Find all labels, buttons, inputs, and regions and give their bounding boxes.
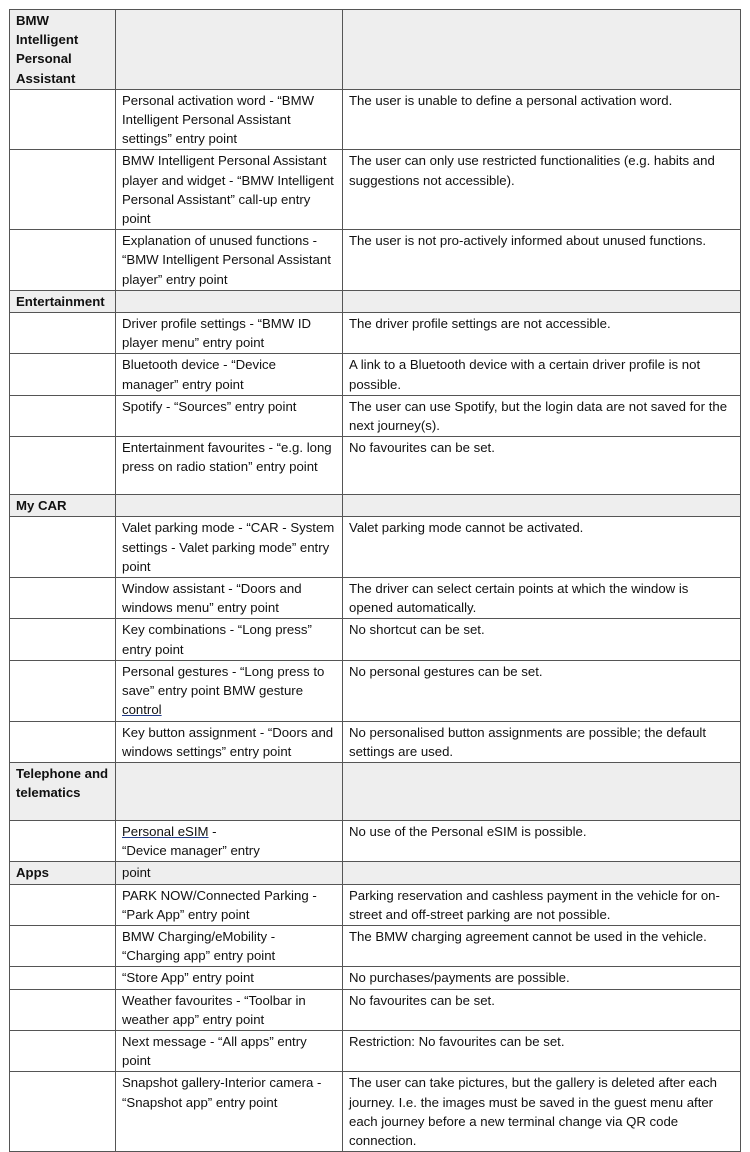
effect-cell: The user can take pictures, but the gallery is deleted after each journey. I.e. the images must be saved in the guest menu after each journey before a new terminal change via QR code connection.	[343, 1072, 741, 1152]
entry-point-cell: BMW Intelligent Personal Assistant player and widget - “BMW Intelligent Personal Assistant” call-up entry point	[116, 150, 343, 230]
restrictions-table	[9, 9, 741, 1152]
effect-cell: No favourites can be set.	[343, 437, 741, 495]
entry-point-cell: Key button assignment - “Doors and windows settings” entry point	[116, 721, 343, 762]
table-row	[10, 150, 741, 230]
entry-point-text: Personal gestures - “Long press to save” entry point BMW gesture	[122, 663, 325, 699]
entry-point-text: “Device manager” entry	[122, 843, 260, 859]
effect-cell: The driver profile settings are not accessible.	[343, 313, 741, 354]
entry-point-text: -	[208, 823, 217, 839]
entry-point-cell: PARK NOW/Connected Parking - “Park App” entry point	[116, 884, 343, 925]
effect-cell: The user is unable to define a personal activation word.	[343, 89, 741, 150]
section-header-row	[10, 495, 741, 517]
entry-point-cell	[116, 820, 343, 861]
entry-point-cell: Bluetooth device - “Device manager” entry point	[116, 354, 343, 395]
section-title: BMW Intelligent Personal Assistant	[10, 10, 116, 90]
personal-esim-link[interactable]: Personal eSIM	[122, 823, 209, 839]
entry-point-cell: Next message - “All apps” entry point	[116, 1030, 343, 1071]
effect-cell: No shortcut can be set.	[343, 619, 741, 660]
table-row	[10, 578, 741, 619]
entry-point-cell: Valet parking mode - “CAR - System settings - Valet parking mode” entry point	[116, 517, 343, 578]
effect-cell: The BMW charging agreement cannot be used in the vehicle.	[343, 925, 741, 966]
effect-cell: The user can only use restricted functionalities (e.g. habits and suggestions not accessible).	[343, 150, 741, 230]
entry-point-cell: Window assistant - “Doors and windows menu” entry point	[116, 578, 343, 619]
table-row	[10, 230, 741, 291]
effect-cell: No use of the Personal eSIM is possible.	[343, 820, 741, 861]
section-header-row	[10, 290, 741, 312]
gesture-control-link[interactable]: control	[122, 702, 162, 718]
effect-cell: The driver can select certain points at which the window is opened automatically.	[343, 578, 741, 619]
table-row	[10, 313, 741, 354]
entry-point-cell: Personal activation word - “BMW Intelligent Personal Assistant settings” entry point	[116, 89, 343, 150]
table-row	[10, 967, 741, 989]
entry-point-cell: Entertainment favourites - “e.g. long press on radio station” entry point	[116, 437, 343, 495]
section-title: Telephone and telematics	[10, 762, 116, 820]
table-row	[10, 884, 741, 925]
entry-point-cell	[116, 660, 343, 721]
entry-point-cell: BMW Charging/eMobility - “Charging app” entry point	[116, 925, 343, 966]
section-title: Apps	[10, 862, 116, 884]
effect-cell: Parking reservation and cashless payment in the vehicle for on-street and off-street parking are not possible.	[343, 884, 741, 925]
table-row	[10, 437, 741, 495]
effect-cell: No purchases/payments are possible.	[343, 967, 741, 989]
table-row	[10, 989, 741, 1030]
effect-cell: Restriction: No favourites can be set.	[343, 1030, 741, 1071]
effect-cell: No favourites can be set.	[343, 989, 741, 1030]
table-row	[10, 925, 741, 966]
entry-point-cell: Key combinations - “Long press” entry point	[116, 619, 343, 660]
effect-cell: A link to a Bluetooth device with a certain driver profile is not possible.	[343, 354, 741, 395]
effect-cell: The user is not pro-actively informed about unused functions.	[343, 230, 741, 291]
section-header-row	[10, 762, 741, 820]
table-row	[10, 619, 741, 660]
table-row	[10, 1030, 741, 1071]
effect-cell: No personal gestures can be set.	[343, 660, 741, 721]
section-header-row	[10, 862, 741, 884]
table-row	[10, 395, 741, 436]
table-body	[10, 10, 741, 1152]
entry-point-cell: Explanation of unused functions - “BMW Intelligent Personal Assistant player” entry point	[116, 230, 343, 291]
section-header-row	[10, 10, 741, 90]
effect-cell: Valet parking mode cannot be activated.	[343, 517, 741, 578]
entry-point-cell: Driver profile settings - “BMW ID player menu” entry point	[116, 313, 343, 354]
entry-point-cell: Spotify - “Sources” entry point	[116, 395, 343, 436]
effect-cell: No personalised button assignments are possible; the default settings are used.	[343, 721, 741, 762]
section-title: My CAR	[10, 495, 116, 517]
table-row	[10, 820, 741, 861]
table-row	[10, 89, 741, 150]
section-title: Entertainment	[10, 290, 116, 312]
table-row	[10, 354, 741, 395]
table-row	[10, 517, 741, 578]
table-row	[10, 660, 741, 721]
entry-point-overflow: point	[116, 862, 343, 884]
effect-cell: The user can use Spotify, but the login data are not saved for the next journey(s).	[343, 395, 741, 436]
entry-point-cell: “Store App” entry point	[116, 967, 343, 989]
table-row	[10, 1072, 741, 1152]
table-row	[10, 721, 741, 762]
entry-point-cell: Snapshot gallery-Interior camera - “Snapshot app” entry point	[116, 1072, 343, 1152]
entry-point-cell: Weather favourites - “Toolbar in weather app” entry point	[116, 989, 343, 1030]
